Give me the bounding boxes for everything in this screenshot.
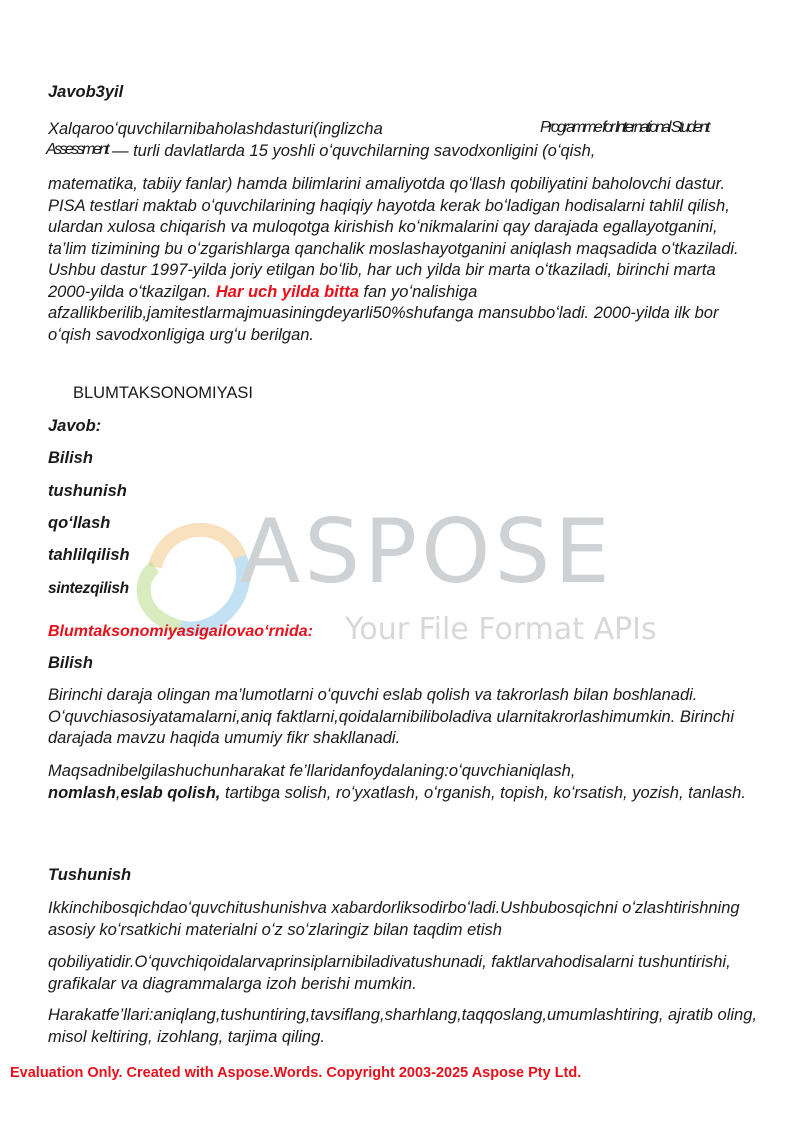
watermark-title: ASPOSE xyxy=(240,500,614,603)
level-item: sintezqilish xyxy=(48,580,129,597)
overlap-text-b: Assessment xyxy=(46,141,108,158)
pisa-after-highlight: fan yoʻnalishiga afzallikberilib,jamitestlarmajmuasiningdeyarli50%shufanga mansubboʻladi. 2000-yilda ilk bor oʻqish savodxonligiga urgʻu berilgan. xyxy=(48,282,719,344)
answer-label: Javob3yil xyxy=(48,83,124,101)
tushunish-paragraph-2: qobiliyatidir.Oʻquvchiqoidalarvaprinsiplarnibiladivatushunadi, faktlarvahodisalarni tushuntirishi, grafikalar va diagrammalarga izoh berishi mumkin. xyxy=(48,953,731,993)
tushunish-title: Tushunish xyxy=(48,866,132,884)
red-heading: Blumtaksonomiyasigailovaoʻrnida: xyxy=(48,623,313,640)
evaluation-footer: Evaluation Only. Created with Aspose.Words. Copyright 2003-2025 Aspose Pty Ltd. xyxy=(10,1065,582,1081)
bilish-p2-end: tartibga solish, roʻyxatlash, oʻrganish, topish, koʻrsatish, yozish, tanlash. xyxy=(225,783,746,802)
bilish-paragraph-1: Birinchi daraja olingan ma’lumotlarni oʻquvchi eslab qolish va takrorlash bilan boshlanadi. Oʻquvchiasosiyatamalarni,aniq faktlarni,qoidalarnibiliboladiva ularnitakrorlashimumkin. Birinchi darajada mavzu haqida umumiy fikr shakllanadi. xyxy=(48,686,734,747)
bilish-p2-bold: nomlash xyxy=(48,783,116,802)
bilish-title: Bilish xyxy=(48,654,93,672)
level-item: tushunish xyxy=(48,482,127,500)
blum-heading: BLUMTAKSONOMIYASI xyxy=(73,384,254,402)
answer2-label: Javob: xyxy=(48,417,102,435)
overlap-text-a: Programme for International Student xyxy=(540,119,708,136)
tushunish-paragraph-3: Harakatfe’llari:aniqlang,tushuntiring,tavsiflang,sharhlang,taqqoslang,umumlashtiring, ajratib oling, misol keltiring, izohlang, tarjima qiling. xyxy=(48,1006,757,1046)
pisa-line2: — turli davlatlarda 15 yoshli oʻquvchilarning savodxonligini (oʻqish, xyxy=(112,142,596,160)
level-item: Bilish xyxy=(48,449,93,467)
level-item: tahlilqilish xyxy=(48,546,130,564)
bilish-paragraph-2: Maqsadnibelgilashuchunharakat fe’llaridanfoydalaning:oʻquvchianiqlash, nomlash,eslab qolish, tartibga solish, roʻyxatlash, oʻrganish, topish, koʻrsatish, yozish, tanlash. xyxy=(48,762,746,802)
bilish-p2-start: Maqsadnibelgilashuchunharakat fe’llaridanfoydalaning:oʻquvchianiqlash, xyxy=(48,762,576,780)
bilish-p2-bold2: eslab qolish, xyxy=(120,783,221,802)
watermark-subtitle: Your File Format APIs xyxy=(345,612,657,647)
tushunish-paragraph-1: Ikkinchibosqichdaoʻquvchitushunishva xabardorliksodirboʻladi.Ushbubosqichni oʻzlashtirishning asosiy koʻrsatkichi materialni oʻz soʻzlaringiz bilan taqdim etish xyxy=(48,899,740,939)
pisa-paragraph xyxy=(48,174,760,346)
pisa-highlight: Har uch yilda bitta xyxy=(215,282,359,301)
level-item: qoʻllash xyxy=(48,514,111,532)
pisa-body: matematika, tabiiy fanlar) hamda bilimlarini amaliyotda qoʻllash qobiliyatini baholovchi dastur. PISA testlari maktab oʻquvchilarining haqiqiy hayotda kerak boʻladigan hodisalarni tahlil qilish, ulardan xulosa chiqarish va muloqotga kirishish koʻnikmalarini qay darajada egallayotganini, ta’lim tizimining bu oʻzgarishlarga qanchalik moslashayotganini aniqlash maqsadida oʻtkaziladi. Ushbu dastur 1997-yilda joriy etilgan boʻlib, har uch yilda bir marta oʻtkaziladi, birinchi marta 2000-yilda oʻtkazilgan. xyxy=(48,175,739,301)
pisa-line1: Xalqarooʻquvchilarnibaholashdasturi(inglizcha xyxy=(48,120,383,138)
